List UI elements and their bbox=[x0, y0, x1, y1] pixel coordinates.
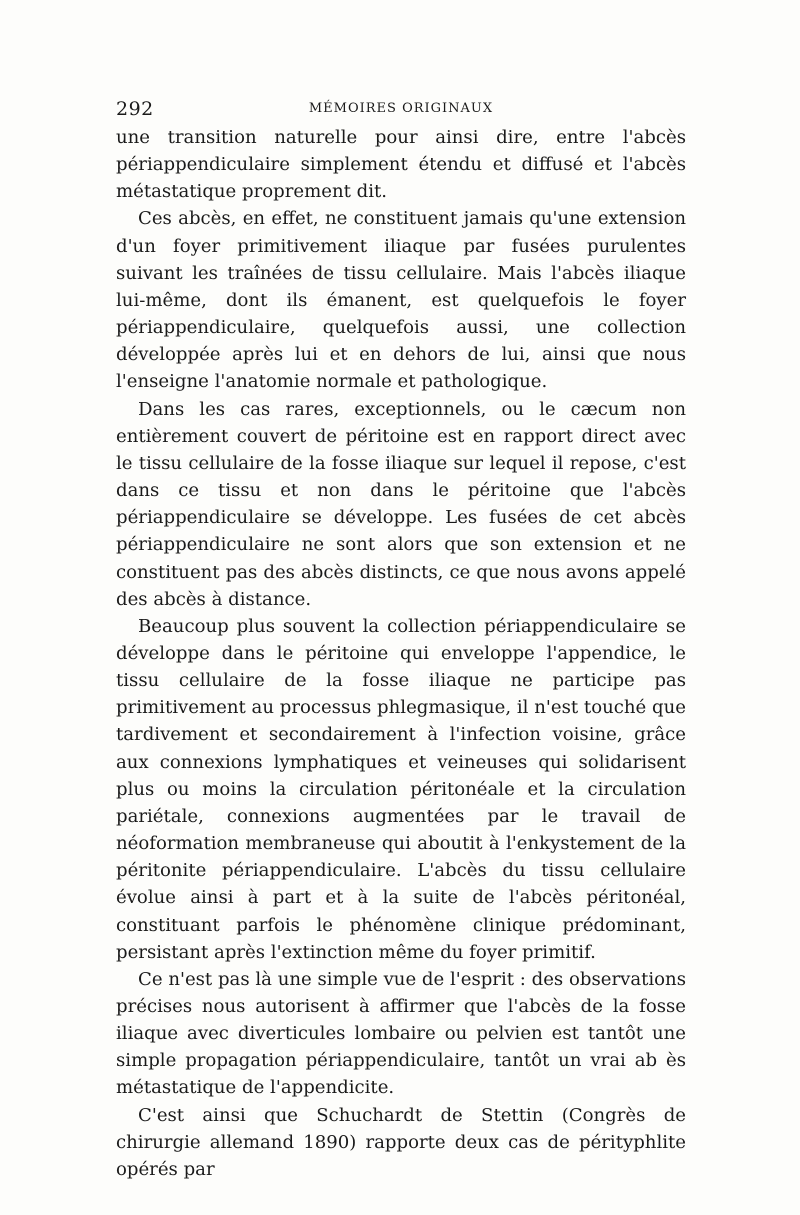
paragraph-4: Beaucoup plus souvent la collection périappendiculaire se développe dans le péritoine qui enveloppe l'appendice, le tissu cellulaire de la fosse iliaque ne participe pas primitivement au processus phlegmasique, il n'est touché que tardivement et secondairement à l'infection voisine, grâce aux connexions lymphatiques et veineuses qui solidarisent plus ou moins la circulation péritonéale et la circulation pariétale, connexions augmentées par le travail de néoformation membraneuse qui aboutit à l'enkystement de la péritonite périappendiculaire. L'abcès du tissu cellulaire évolue ainsi à part et à la suite de l'abcès péritonéal, constituant parfois le phénomène clinique prédominant, persistant après l'extinction même du foyer primitif. bbox=[116, 615, 686, 963]
paragraph-2: Ces abcès, en effet, ne constituent jamais qu'une extension d'un foyer primitivement iliaque par fusées purulentes suivant les traînées de tissu cellulaire. Mais l'abcès iliaque lui-même, dont ils émanent, est quelquefois le foyer périappendiculaire, quelquefois aussi, une collection développée après lui et en dehors de lui, ainsi que nous l'enseigne l'anatomie normale et pathologique. bbox=[116, 208, 686, 393]
paragraph-6: C'est ainsi que Schuchardt de Stettin (Congrès de chirurgie allemand 1890) rapporte deux cas de pérityphlite opérés par bbox=[116, 1104, 686, 1180]
running-title: MÉMOIRES ORIGINAUX bbox=[308, 101, 494, 116]
paragraph-5: Ce n'est pas là une simple vue de l'esprit : des observations précises nous autorisent à affirmer que l'abcès de la fosse iliaque avec diverticules lombaire ou pelvien est tantôt une simple propagation périappendiculaire, tantôt un vrai ab ès métastatique de l'appendicite. bbox=[116, 968, 686, 1099]
page-header bbox=[116, 98, 686, 122]
paragraph-3: Dans les cas rares, exceptionnels, ou le cæcum non entièrement couvert de péritoine est en rapport direct avec le tissu cellulaire de la fosse iliaque sur lequel il repose, c'est dans ce tissu et non dans le péritoine que l'abcès périappendiculaire se développe. Les fusées de cet abcès périappendiculaire ne sont alors que son extension et ne constituent pas des abcès distincts, ce que nous avons appelé des abcès à distance. bbox=[116, 398, 686, 610]
paragraph-1: une transition naturelle pour ainsi dire, entre l'abcès périappendiculaire simplement étendu et diffusé et l'abcès métastatique proprement dit. bbox=[116, 127, 686, 203]
page-number: 292 bbox=[116, 98, 154, 120]
text-body bbox=[116, 124, 686, 1183]
